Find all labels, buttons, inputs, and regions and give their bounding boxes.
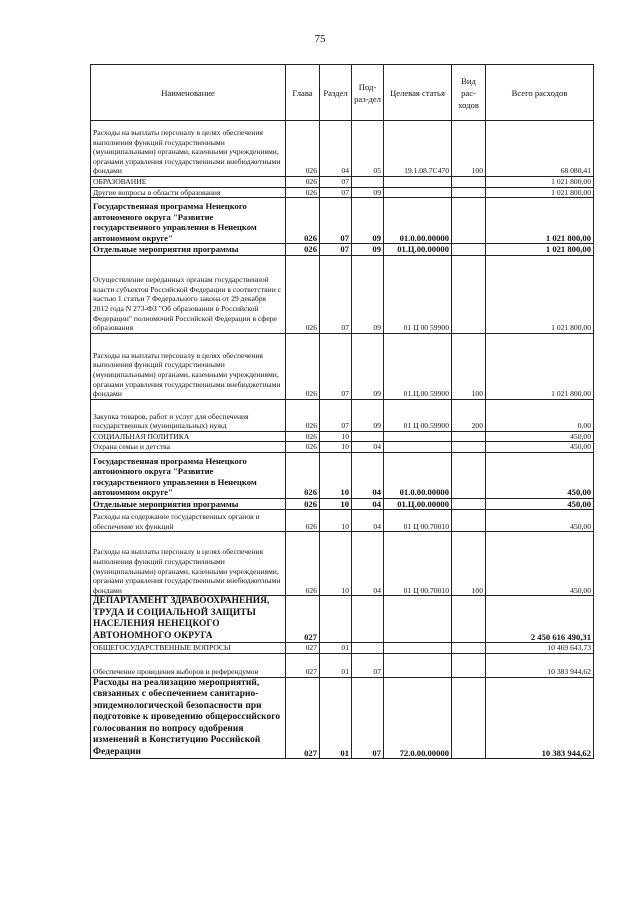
cell-chapter: 027 <box>286 653 320 677</box>
cell-section: 07 <box>320 244 352 256</box>
cell-target: 01 Ц 00.70010 <box>384 510 452 532</box>
table-row <box>91 198 594 244</box>
table-header-row <box>91 65 594 121</box>
cell-section: 10 <box>320 452 352 498</box>
cell-subsection <box>352 431 384 442</box>
cell-chapter: 027 <box>286 677 320 759</box>
table-row <box>91 399 594 431</box>
cell-subsection: 09 <box>352 198 384 244</box>
cell-type <box>452 596 486 643</box>
col-header-chapter: Глава <box>286 65 320 121</box>
cell-section: 07 <box>320 187 352 198</box>
cell-total: 10 383 944,62 <box>486 677 594 759</box>
cell-chapter: 027 <box>286 596 320 643</box>
cell-type <box>452 255 486 333</box>
cell-subsection: 04 <box>352 510 384 532</box>
cell-name: Расходы на выплаты персоналу в целях обеспечения выполнения функций государственными (муниципальными) органами, казенными учреждениями, органами управления государственными внебюджетными фондами <box>91 532 286 596</box>
cell-name: Расходы на содержание государственных органов и обеспечение их функций <box>91 510 286 532</box>
cell-chapter: 026 <box>286 244 320 256</box>
cell-name: ОБРАЗОВАНИЕ <box>91 177 286 188</box>
cell-subsection: 09 <box>352 399 384 431</box>
cell-total: 10 469 643,73 <box>486 643 594 654</box>
cell-target <box>384 596 452 643</box>
cell-section: 01 <box>320 643 352 654</box>
cell-type <box>452 643 486 654</box>
cell-total: 450,00 <box>486 532 594 596</box>
cell-subsection: 04 <box>352 442 384 453</box>
cell-chapter: 026 <box>286 510 320 532</box>
page-number: 75 <box>314 33 326 45</box>
cell-type: 200 <box>452 399 486 431</box>
cell-total: 450,00 <box>486 452 594 498</box>
cell-chapter: 026 <box>286 187 320 198</box>
cell-total: 450,00 <box>486 498 594 510</box>
col-header-target: Целевая статья <box>384 65 452 121</box>
cell-type <box>452 653 486 677</box>
table-row <box>91 532 594 596</box>
cell-total: 1 021 800,00 <box>486 187 594 198</box>
cell-name: Расходы на реализацию мероприятий, связанных с обеспечением санитарно-эпидемиологической безопасности при подготовке к проведению общероссийского голосования по вопросу одобрения изменений в Конституцию Российской Федерации <box>91 677 286 759</box>
cell-chapter: 026 <box>286 452 320 498</box>
cell-target: 72.0.00.00000 <box>384 677 452 759</box>
cell-total: 1 021 800,00 <box>486 333 594 399</box>
table-row <box>91 452 594 498</box>
cell-type <box>452 442 486 453</box>
table-row <box>91 121 594 177</box>
cell-target <box>384 177 452 188</box>
cell-target: 01 Ц 00.70010 <box>384 532 452 596</box>
cell-section: 10 <box>320 510 352 532</box>
cell-target <box>384 442 452 453</box>
cell-type: 100 <box>452 333 486 399</box>
table-row <box>91 187 594 198</box>
cell-chapter: 026 <box>286 431 320 442</box>
cell-total: 1 021 800,00 <box>486 244 594 256</box>
cell-subsection: 04 <box>352 452 384 498</box>
cell-name: Отдельные мероприятия программы <box>91 498 286 510</box>
cell-section: 04 <box>320 121 352 177</box>
cell-section: 10 <box>320 498 352 510</box>
cell-subsection: 09 <box>352 244 384 256</box>
col-header-section: Раздел <box>320 65 352 121</box>
cell-type <box>452 244 486 256</box>
cell-subsection: 04 <box>352 532 384 596</box>
cell-name: Расходы на выплаты персоналу в целях обеспечения выполнения функций государственными (муниципальными) органами, казенными учреждениями, органами управления государственными внебюджетными фондами <box>91 121 286 177</box>
table-body <box>91 121 594 759</box>
cell-section <box>320 596 352 643</box>
cell-name: Закупка товаров, работ и услуг для обеспечения государственных (муниципальных) нужд <box>91 399 286 431</box>
col-header-total: Всего расходов <box>486 65 594 121</box>
cell-section: 01 <box>320 677 352 759</box>
table-row <box>91 596 594 643</box>
cell-chapter: 026 <box>286 532 320 596</box>
cell-name: ДЕПАРТАМЕНТ ЗДРАВООХРАНЕНИЯ, ТРУДА И СОЦИАЛЬНОЙ ЗАЩИТЫ НАСЕЛЕНИЯ НЕНЕЦКОГО АВТОНОМНОГО ОКРУГА <box>91 596 286 643</box>
cell-chapter: 026 <box>286 442 320 453</box>
cell-section: 07 <box>320 333 352 399</box>
budget-table <box>90 64 594 759</box>
cell-total: 10 383 944,62 <box>486 653 594 677</box>
cell-name: Охрана семьи и детства <box>91 442 286 453</box>
cell-subsection: 07 <box>352 677 384 759</box>
cell-section: 10 <box>320 442 352 453</box>
cell-section: 07 <box>320 399 352 431</box>
cell-subsection: 09 <box>352 255 384 333</box>
cell-section: 07 <box>320 198 352 244</box>
cell-subsection: 09 <box>352 333 384 399</box>
cell-section: 10 <box>320 431 352 442</box>
cell-name: Государственная программа Ненецкого автономного округа "Развитие государственного управления в Ненецком автономном округе" <box>91 198 286 244</box>
cell-target: 19.1.08.7С470 <box>384 121 452 177</box>
cell-chapter: 026 <box>286 177 320 188</box>
table-row <box>91 442 594 453</box>
table-row <box>91 244 594 256</box>
cell-target: 01.Ц.00.00000 <box>384 498 452 510</box>
cell-type <box>452 452 486 498</box>
cell-target <box>384 431 452 442</box>
cell-type <box>452 498 486 510</box>
cell-target: 01.Ц.00.00000 <box>384 244 452 256</box>
col-header-subsection: Под-раз-дел <box>352 65 384 121</box>
cell-chapter: 026 <box>286 121 320 177</box>
cell-subsection: 09 <box>352 187 384 198</box>
table-row <box>91 333 594 399</box>
cell-target: 01 Ц 00 59900 <box>384 255 452 333</box>
cell-chapter: 026 <box>286 255 320 333</box>
cell-target: 01.0.00.00000 <box>384 452 452 498</box>
table-row <box>91 643 594 654</box>
table-row <box>91 510 594 532</box>
cell-total: 1 021 800,00 <box>486 198 594 244</box>
cell-target: 01.0.00.00000 <box>384 198 452 244</box>
cell-chapter: 026 <box>286 333 320 399</box>
cell-subsection: 05 <box>352 121 384 177</box>
cell-total: 2 450 616 490,31 <box>486 596 594 643</box>
cell-type <box>452 510 486 532</box>
cell-name: Другие вопросы в области образования <box>91 187 286 198</box>
cell-section: 10 <box>320 532 352 596</box>
cell-subsection: 07 <box>352 653 384 677</box>
cell-section: 07 <box>320 255 352 333</box>
cell-name: ОБЩЕГОСУДАРСТВЕННЫЕ ВОПРОСЫ <box>91 643 286 654</box>
cell-total: 450,00 <box>486 431 594 442</box>
table-row <box>91 255 594 333</box>
cell-target <box>384 187 452 198</box>
table-row <box>91 677 594 759</box>
cell-type <box>452 177 486 188</box>
cell-subsection <box>352 177 384 188</box>
cell-section: 07 <box>320 177 352 188</box>
cell-name: Осуществление переданных органам государственной власти субъектов Российской Федерации в соответствии с частью 1 статьи 7 Федерального закона от 29 декабря 2012 года N 273-ФЗ "Об образовании в Российской Федерации" полномочий Российской Федерации в сфере образования <box>91 255 286 333</box>
cell-type <box>452 187 486 198</box>
table-row <box>91 431 594 442</box>
cell-type <box>452 198 486 244</box>
cell-target: 01 Ц 00.59900 <box>384 399 452 431</box>
table-row <box>91 498 594 510</box>
cell-chapter: 026 <box>286 498 320 510</box>
cell-total: 1 021 800,00 <box>486 255 594 333</box>
cell-subsection <box>352 643 384 654</box>
cell-name: Отдельные мероприятия программы <box>91 244 286 256</box>
cell-chapter: 026 <box>286 399 320 431</box>
cell-total: 450,00 <box>486 510 594 532</box>
table-row <box>91 177 594 188</box>
cell-chapter: 027 <box>286 643 320 654</box>
cell-type <box>452 431 486 442</box>
table-row <box>91 653 594 677</box>
cell-subsection <box>352 596 384 643</box>
col-header-type: Вид рас-ходов <box>452 65 486 121</box>
cell-total: 1 021 800,00 <box>486 177 594 188</box>
cell-name: Расходы на выплаты персоналу в целях обеспечения выполнения функций государственными (муниципальными) органами, казенными учреждениями, органами управления государственными внебюджетными фондами <box>91 333 286 399</box>
col-header-name: Наименование <box>91 65 286 121</box>
cell-type: 100 <box>452 532 486 596</box>
cell-target <box>384 643 452 654</box>
cell-type <box>452 677 486 759</box>
cell-name: Государственная программа Ненецкого автономного округа "Развитие государственного управления в Ненецком автономном округе" <box>91 452 286 498</box>
cell-section: 01 <box>320 653 352 677</box>
cell-subsection: 04 <box>352 498 384 510</box>
cell-total: 68 080,41 <box>486 121 594 177</box>
cell-name: Обеспечение проведения выборов и референдумов <box>91 653 286 677</box>
cell-name: СОЦИАЛЬНАЯ ПОЛИТИКА <box>91 431 286 442</box>
cell-total: 0,00 <box>486 399 594 431</box>
cell-target <box>384 653 452 677</box>
cell-total: 450,00 <box>486 442 594 453</box>
cell-type: 100 <box>452 121 486 177</box>
cell-chapter: 026 <box>286 198 320 244</box>
cell-target: 01.Ц.00 59900 <box>384 333 452 399</box>
